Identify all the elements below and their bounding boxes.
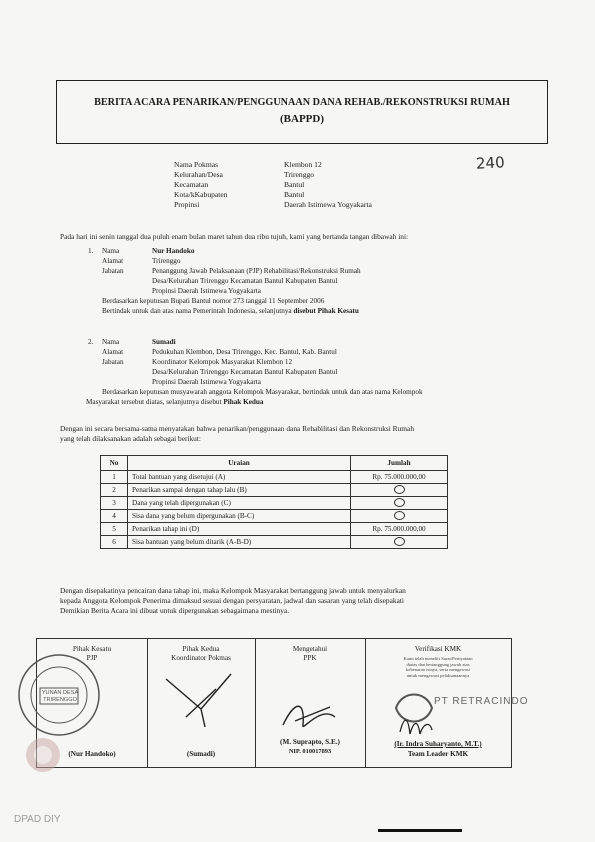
party-value: Trirenggo bbox=[152, 257, 181, 265]
verification-note: diatas dan bertanggung jawab atas bbox=[406, 661, 470, 667]
zero-mark-icon bbox=[394, 485, 405, 494]
village-stamp-text: YUNAN DESA TRIRENGGO bbox=[41, 690, 79, 703]
row-amount: Rp. 75.000.000,00 bbox=[351, 523, 448, 536]
location-value: Klembon 12 bbox=[284, 160, 322, 169]
location-label: Nama Pokmas bbox=[174, 160, 219, 169]
party-value: Desa/Kelurahan Trirenggo Kecamatan Bantul Kabupaten Bantul bbox=[152, 277, 338, 285]
signature-subtitle: PPK bbox=[303, 654, 317, 662]
verification-note: Kami telah meneliti Surat/Pernyataan bbox=[403, 656, 473, 661]
location-row bbox=[174, 170, 372, 180]
kmk-signature-icon bbox=[396, 712, 436, 740]
party-2 bbox=[88, 337, 542, 407]
archive-logo-icon bbox=[24, 736, 62, 774]
table-row bbox=[101, 536, 448, 549]
zero-mark-icon bbox=[394, 511, 405, 520]
row-description: Penarikan sampai dengan tahap lalu (B) bbox=[128, 484, 351, 497]
party-label: Alamat bbox=[102, 348, 124, 356]
verification-note: kebenaran isinya, serta mengawasi bbox=[406, 667, 470, 673]
title-line-1: BERITA ACARA PENARIKAN/PENGGUNAAN DANA REHAB./REKONSTRUKSI RUMAH bbox=[94, 97, 510, 108]
signature-role: Team Leader KMK bbox=[407, 750, 469, 758]
row-amount: Rp. 75.000.000,00 bbox=[351, 471, 448, 484]
signature-scribble-icon bbox=[275, 695, 345, 735]
bottom-bar bbox=[378, 829, 462, 832]
party-label: Jabatan bbox=[102, 358, 124, 366]
location-label: Kota/kKabupaten bbox=[174, 190, 228, 199]
party-label: Nama bbox=[102, 338, 120, 346]
location-row bbox=[174, 190, 372, 200]
party-label: Nama bbox=[102, 247, 120, 255]
closing-paragraph bbox=[60, 586, 406, 616]
row-description: Sisa bantuan yang belum ditarik (A-B-D) bbox=[128, 536, 351, 549]
row-number: 5 bbox=[101, 523, 128, 536]
summary-table bbox=[100, 455, 448, 549]
closing-line: Dengan disepakatinya pencairan dana tahap ini, maka Kelompok Masyarakat bertanggung jawab untuk menyalurkan bbox=[60, 586, 406, 595]
statement-paragraph bbox=[60, 424, 414, 444]
party-value: Propinsi Daerah Istimewa Yogyakarta bbox=[152, 287, 261, 295]
party-1 bbox=[88, 246, 542, 316]
zero-mark-icon bbox=[394, 498, 405, 507]
party-value: Propinsi Daerah Istimewa Yogyakarta bbox=[152, 378, 261, 386]
row-description: Sisa dana yang belum dipergunakan (B-C) bbox=[128, 510, 351, 523]
table-row bbox=[101, 484, 448, 497]
signature-title: Verifikasi KMK bbox=[414, 645, 462, 653]
column-header-jumlah: Jumlah bbox=[351, 456, 448, 471]
table-row bbox=[101, 471, 448, 484]
row-amount bbox=[351, 484, 448, 497]
signature-nip: NIP. 010017893 bbox=[288, 748, 332, 755]
party-label: Jabatan bbox=[102, 267, 124, 275]
signature-subtitle: Koordinator Pokmas bbox=[171, 654, 231, 662]
location-value: Trirenggo bbox=[284, 170, 315, 179]
row-amount bbox=[351, 536, 448, 549]
column-header-no: No bbox=[101, 456, 128, 471]
party-value: Desa/Kelurahan Trirenggo Kecamatan Bantul Kabupaten Bantul bbox=[152, 368, 338, 376]
row-description: Dana yang telah dipergunakan (C) bbox=[128, 497, 351, 510]
table-row bbox=[101, 510, 448, 523]
location-value: Bantul bbox=[284, 180, 305, 189]
party-label: Alamat bbox=[102, 257, 124, 265]
table-header-row bbox=[101, 456, 448, 471]
party-name: Nur Handoko bbox=[152, 247, 195, 255]
signature-name: (Ir. Indra Suharyanto, M.T.) bbox=[394, 740, 482, 748]
company-stamp-text: PT RETRACINDO bbox=[434, 696, 529, 707]
row-number: 3 bbox=[101, 497, 128, 510]
archive-watermark: DPAD DIY bbox=[14, 814, 61, 825]
location-block bbox=[174, 160, 372, 210]
signature-subtitle: PJP bbox=[86, 654, 98, 662]
title-line-2: (BAPPD) bbox=[280, 113, 324, 125]
closing-line: Demikian Berita Acara ini dibuat untuk dipergunakan sebagaimana mestinya. bbox=[60, 606, 290, 615]
row-number: 2 bbox=[101, 484, 128, 497]
zero-mark-icon bbox=[394, 537, 405, 546]
location-row bbox=[174, 160, 372, 170]
signature-title: Pihak Kesatu bbox=[72, 645, 112, 653]
closing-line: kepada Anggota Kelompok Penerima dimaksud sesuai dengan persyaratan, jadwal dan sasaran yang telah disepakati bbox=[60, 596, 404, 605]
party-number: 1. bbox=[88, 247, 94, 255]
signature-name: (M. Suprapto, S.E.) bbox=[280, 738, 340, 746]
location-row bbox=[174, 180, 372, 190]
row-amount bbox=[351, 510, 448, 523]
handwritten-number: 240 bbox=[475, 153, 506, 173]
statement-line: Dengan ini secara bersama-sama menyatakan bahwa penarikan/penggunaan dana Rehabilitasi dan Rekonstruksi Rumah bbox=[60, 424, 415, 433]
party-value: Koordinator Kelompok Masyarakat Klembon 12 bbox=[152, 358, 293, 366]
party-value: Penanggung Jawab Pelaksanaan (PJP) Rehabilitasi/Rekonstruksi Rumah bbox=[152, 267, 361, 275]
row-number: 4 bbox=[101, 510, 128, 523]
table-row bbox=[101, 497, 448, 510]
location-row bbox=[174, 200, 372, 210]
table-row bbox=[101, 523, 448, 536]
signature-name: (Nur Handoko) bbox=[68, 750, 116, 758]
intro-paragraph: Pada hari ini senin tanggal dua puluh enam bulan maret tahun dua ribu tujuh, kami yang bertanda tangan dibawah ini: bbox=[60, 232, 409, 241]
location-label: Propinsi bbox=[174, 200, 200, 209]
party-value: Pedukuhan Klembon, Desa Trirenggo, Kec. Bantul, Kab. Bantul bbox=[152, 348, 337, 356]
signature-col-party2 bbox=[147, 639, 256, 767]
verification-note: untuk mengawasi pelaksanaannya bbox=[406, 672, 470, 678]
party-acting-label: disebut Pihak Kesatu bbox=[293, 307, 359, 315]
row-description: Total bantuan yang disetujui (A) bbox=[128, 471, 351, 484]
party-acting-label: Pihak Kedua bbox=[223, 398, 264, 406]
signature-name: (Sumadi) bbox=[186, 750, 216, 758]
signature-col-ppk bbox=[255, 639, 366, 767]
party-acting: Bertindak untuk dan atas nama Pemerintah Indonesia, selanjutnya bbox=[102, 307, 292, 315]
party-basis: Berdasarkan keputusan Bupati Bantul nomor 273 tanggal 11 September 2006 bbox=[102, 297, 325, 305]
title-box bbox=[56, 80, 548, 144]
party-basis: Masyarakat tersebut diatas, selanjutnya disebut bbox=[86, 398, 222, 406]
row-description: Penarikan tahap ini (D) bbox=[128, 523, 351, 536]
party-basis: Berdasarkan keputusan musyawarah anggota Kelompok Masyarakat, bertindak untuk dan atas nama Kelompok bbox=[102, 388, 423, 396]
signature-scribble-icon bbox=[161, 669, 241, 729]
column-header-uraian: Uraian bbox=[128, 456, 351, 471]
row-number: 6 bbox=[101, 536, 128, 549]
location-value: Bantul bbox=[284, 190, 305, 199]
party-number: 2. bbox=[88, 338, 94, 346]
location-value: Daerah Istimewa Yogyakarta bbox=[284, 200, 372, 209]
statement-line: yang telah dilaksanakan adalah sebagai berikut: bbox=[60, 434, 201, 443]
signature-title: Mengetahui bbox=[292, 645, 328, 653]
row-number: 1 bbox=[101, 471, 128, 484]
row-amount bbox=[351, 497, 448, 510]
signature-title: Pihak Kedua bbox=[182, 645, 220, 653]
location-label: Kecamatan bbox=[174, 180, 209, 189]
party-name: Sumadi bbox=[152, 338, 176, 346]
location-label: Kelurahan/Desa bbox=[174, 170, 223, 179]
